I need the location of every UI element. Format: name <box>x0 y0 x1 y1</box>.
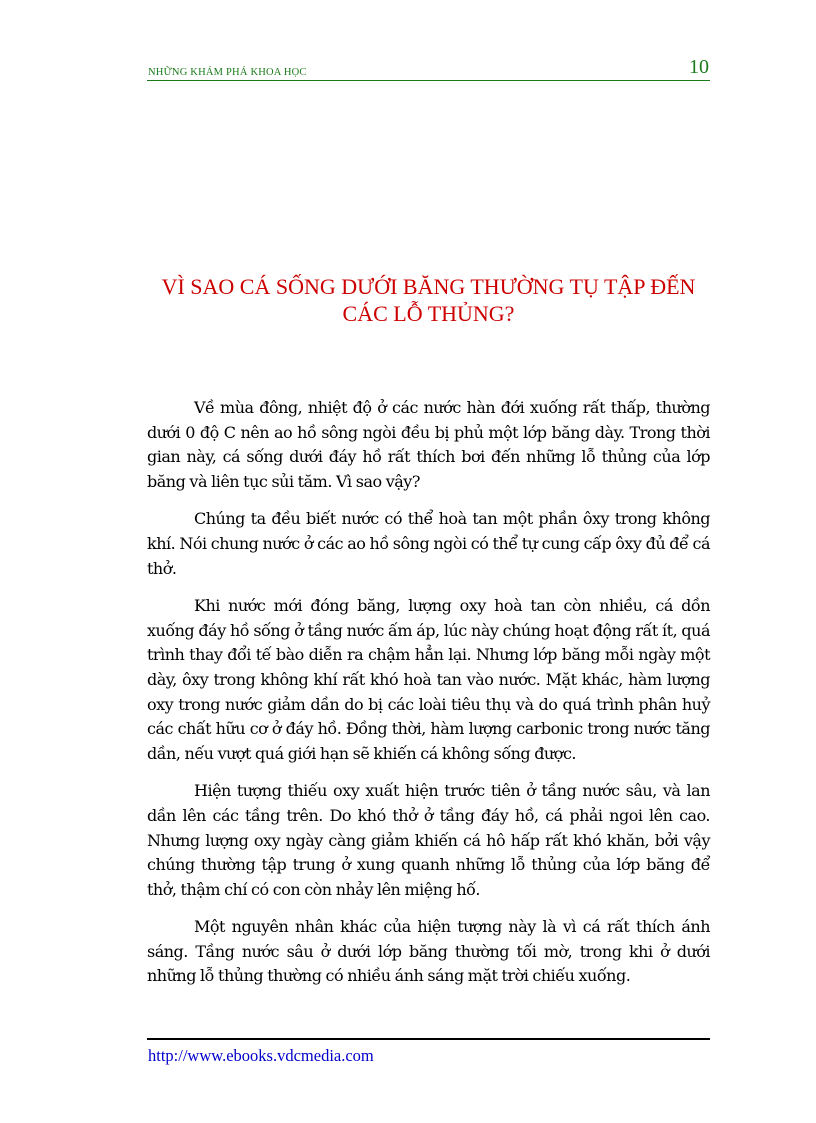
paragraph: Khi nước mới đóng băng, lượng oxy hoà tan còn nhiều, cá dồn xuống đáy hồ sống ở tầng nước ấm áp, lúc này chúng hoạt động rất ít, quá trình thay đổi tế bào diễn ra chậm hẳn lại. Nhưng lớp băng mỗi ngày một dày, ôxy trong không khí rất khó hoà tan vào nước. Mặt khác, hàm lượng oxy trong nước giảm dần do bị các loài tiêu thụ và do quá trình phân huỷ các chất hữu cơ ở đáy hồ. Đồng thời, hàm lượng carbonic trong nước tăng dần, nếu vượt quá giới hạn sẽ khiến cá không sống được. <box>147 596 710 763</box>
article-body <box>147 396 710 1002</box>
page-footer <box>147 1038 710 1065</box>
paragraph: Về mùa đông, nhiệt độ ở các nước hàn đới xuống rất thấp, thường dưới 0 độ C nên ao hồ sông ngòi đều bị phủ một lớp băng dày. Trong thời gian này, cá sống dưới đáy hồ rất thích bơi đến những lỗ thủng của lớp băng và liên tục sủi tăm. Vì sao vậy? <box>147 398 710 491</box>
page-header <box>147 58 710 81</box>
article-title: VÌ SAO CÁ SỐNG DƯỚI BĂNG THƯỜNG TỤ TẬP ĐẾN CÁC LỖ THỦNG? <box>161 274 696 326</box>
paragraph: Chúng ta đều biết nước có thể hoà tan một phần ôxy trong không khí. Nói chung nước ở các ao hồ sông ngòi có thể tự cung cấp ôxy đủ để cá thở. <box>147 509 710 578</box>
page-number: 10 <box>689 56 709 78</box>
paragraph: Một nguyên nhân khác của hiện tượng này là vì cá rất thích ánh sáng. Tầng nước sâu ở dưới lớp băng thường tối mờ, trong khi ở dưới những lỗ thủng thường có nhiều ánh sáng mặt trời chiếu xuống. <box>147 917 710 986</box>
book-title: NHỮNG KHÁM PHÁ KHOA HỌC <box>148 67 307 78</box>
website-link[interactable]: http://www.ebooks.vdcmedia.com <box>148 1046 374 1065</box>
paragraph: Hiện tượng thiếu oxy xuất hiện trước tiên ở tầng nước sâu, và lan dần lên các tầng trên. Do khó thở ở tầng đáy hồ, cá phải ngoi lên cao. Nhưng lượng oxy ngày càng giảm khiến cá hô hấp rất khó khăn, bởi vậy chúng thường tập trung ở xung quanh những lỗ thủng của lớp băng để thở, thậm chí có con còn nhảy lên miệng hố. <box>147 781 710 899</box>
